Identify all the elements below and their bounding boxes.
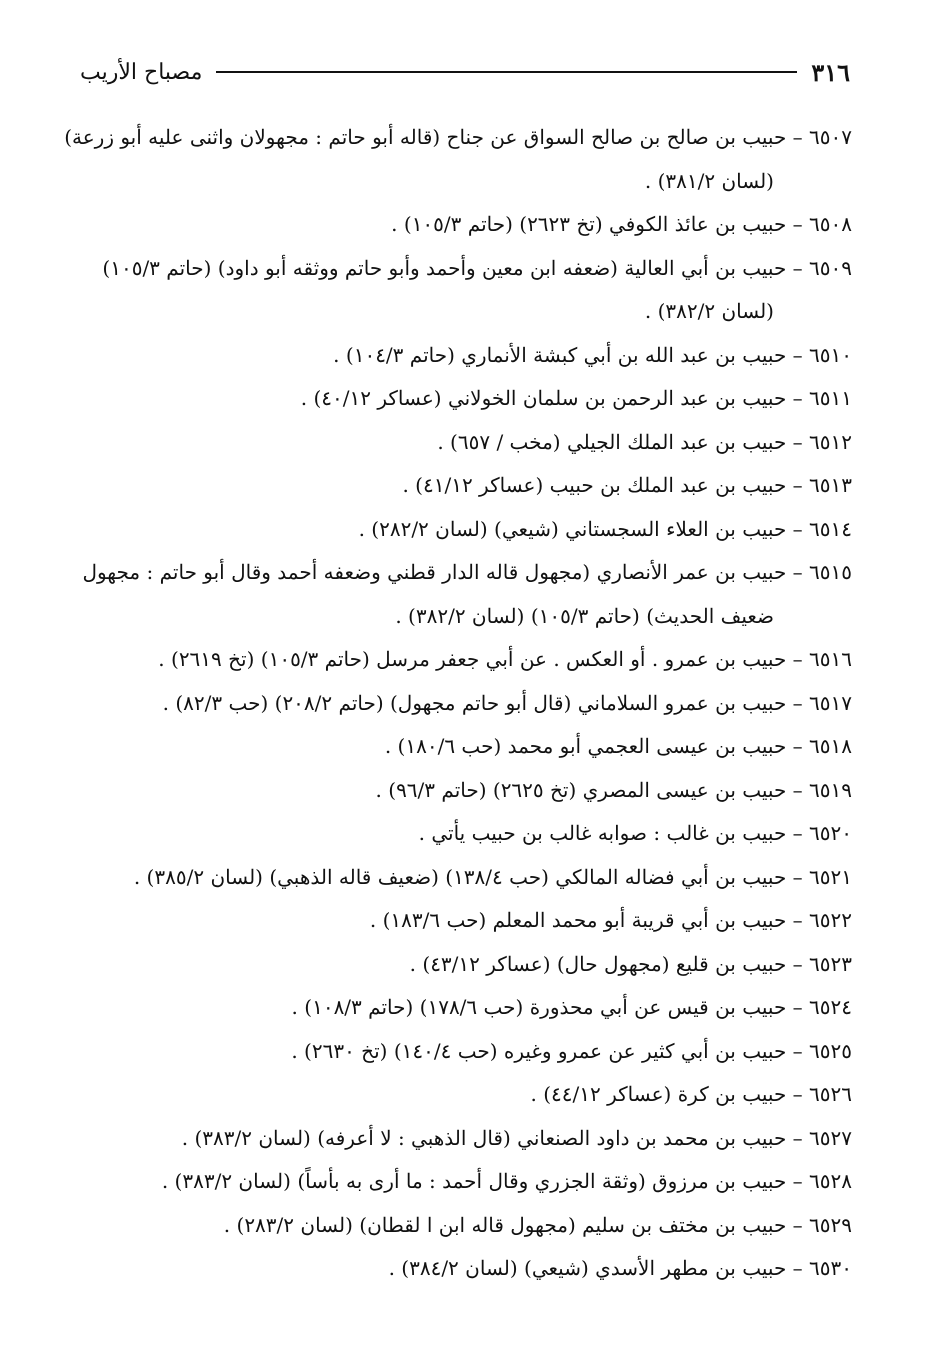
- entry-continuation: (لسان ٣٨١/٢) .: [644, 168, 774, 193]
- entry-text: ٦٥٢٠ – حبيب بن غالب : صوابه غالب بن حبيب يأتي .: [418, 821, 852, 845]
- entry-text: ٦٥١١ – حبيب بن عبد الرحمن بن سلمان الخولاني (عساكر ٤٠/١٢) .: [300, 386, 852, 410]
- entry-item: [78, 247, 852, 334]
- book-title: مصباح الأريب: [80, 59, 203, 85]
- entry-item: [78, 1073, 852, 1117]
- entry-item: [78, 1160, 852, 1204]
- entry-text: ٦٥١٩ – حبيب بن عيسى المصري (تخ ٢٦٢٥) (حاتم ٩٦/٣) .: [375, 777, 852, 802]
- entry-text: ٦٥١٠ – حبيب بن عبد الله بن أبي كبشة الأنماري (حاتم ١٠٤/٣) .: [333, 342, 852, 367]
- entry-item: [64, 116, 852, 203]
- entry-list: [64, 116, 852, 1291]
- entry-item: [78, 812, 852, 856]
- entry-text: ٦٥١٤ – حبيب بن العلاء السجستاني (شيعي) (لسان ٢٨٢/٢) .: [358, 516, 852, 541]
- entry-item: [78, 856, 852, 900]
- entry-item: [78, 203, 852, 247]
- entry-text: ٦٥١٥ – حبيب بن عمر الأنصاري (مجهول قاله الدار قطني وضعفه أحمد وقال أبو حاتم : مجهول: [82, 560, 852, 584]
- entry-item: [78, 464, 852, 508]
- header-rule: [216, 71, 797, 73]
- entry-item: [78, 421, 852, 465]
- entry-item: [78, 1117, 852, 1161]
- entry-item: [78, 899, 852, 943]
- entry-text: ٦٥٠٩ – حبيب بن أبي العالية (ضعفه ابن معين وأحمد وأبو حاتم ووثقه أبو داود) (حاتم ١٠٥/٣): [102, 255, 852, 280]
- entry-item: [78, 638, 852, 682]
- entry-text: ٦٥١٧ – حبيب بن عمرو السلاماني (قال أبو حاتم مجهول) (حاتم ٢٠٨/٢) (حب ٨٢/٣) .: [162, 690, 852, 715]
- entry-item: [78, 551, 852, 638]
- entry-continuation: (لسان ٣٨٢/٢) .: [644, 299, 774, 323]
- entry-item: [78, 1030, 852, 1074]
- entry-text: ٦٥٢٥ – حبيب بن أبي كثير عن عمرو وغيره (حب ١٤٠/٤) (تخ ٢٦٣٠) .: [291, 1038, 852, 1063]
- entry-text: ٦٥٢٢ – حبيب بن أبي قريبة أبو محمد المعلم (حب ١٨٣/٦) .: [369, 908, 852, 932]
- entry-text: ٦٥١٣ – حبيب بن عبد الملك بن حبيب (عساكر ٤١/١٢) .: [402, 473, 852, 497]
- page-header: [80, 52, 850, 92]
- entry-item: [78, 377, 852, 421]
- entry-item: [78, 682, 852, 726]
- entry-item: [78, 508, 852, 552]
- entry-item: [78, 725, 852, 769]
- entry-item: [78, 334, 852, 378]
- entry-text: ٦٥١٢ – حبيب بن عبد الملك الجيلي (مخب / ٦٥٧) .: [437, 429, 852, 454]
- entry-text: ٦٥٢٧ – حبيب بن محمد بن داود الصنعاني (قال الذهبي : لا أعرفه) (لسان ٣٨٣/٢) .: [181, 1125, 852, 1150]
- entry-text: ٦٥٢٤ – حبيب بن قيس عن أبي محذورة (حب ١٧٨/٦) (حاتم ١٠٨/٣) .: [291, 995, 852, 1019]
- entry-continuation: ضعيف الحديث) (حاتم ١٠٥/٣) (لسان ٣٨٢/٢) .: [395, 603, 774, 628]
- entry-text: ٦٥٢١ – حبيب بن أبي فضاله المالكي (حب ١٣٨/٤) (ضعيف قاله الذهبي) (لسان ٣٨٥/٢) .: [133, 864, 852, 889]
- entry-item: [78, 769, 852, 813]
- entry-text: ٦٥٢٩ – حبيب بن مختف بن سليم (مجهول قاله ابن ا لقطان) (لسان ٢٨٣/٢) .: [223, 1212, 852, 1237]
- entry-text: ٦٥٢٦ – حبيب بن كرة (عساكر ٤٤/١٢) .: [530, 1082, 852, 1106]
- entry-text: ٦٥٢٣ – حبيب بن قليع (مجهول حال) (عساكر ٤٣/١٢) .: [409, 951, 852, 976]
- entry-item: [78, 1204, 852, 1248]
- entry-item: [78, 943, 852, 987]
- entry-text: ٦٥٣٠ – حبيب بن مطهر الأسدي (شيعي) (لسان ٣٨٤/٢) .: [388, 1256, 852, 1280]
- entry-text: ٦٥٢٨ – حبيب بن مرزوق (وثقة الجزري وقال أحمد : ما أرى به بأساً) (لسان ٣٨٣/٢) .: [161, 1169, 852, 1193]
- page-number: ٣١٦: [811, 57, 850, 87]
- entry-item: [78, 986, 852, 1030]
- entry-text: ٦٥١٦ – حبيب بن عمرو . أو العكس . عن أبي جعفر مرسل (حاتم ١٠٥/٣) (تخ ٢٦١٩) .: [158, 647, 852, 671]
- entry-text: ٦٥٠٧ – حبيب بن صالح بن صالح السواق عن جناح (قاله أبو حاتم : مجهولان واثنى عليه أبو زرعة): [64, 125, 852, 149]
- entry-text: ٦٥١٨ – حبيب بن عيسى العجمي أبو محمد (حب ١٨٠/٦) .: [384, 734, 852, 758]
- entry-text: ٦٥٠٨ – حبيب بن عائذ الكوفي (تخ ٢٦٢٣) (حاتم ١٠٥/٣) .: [391, 212, 852, 236]
- entry-item: [78, 1247, 852, 1291]
